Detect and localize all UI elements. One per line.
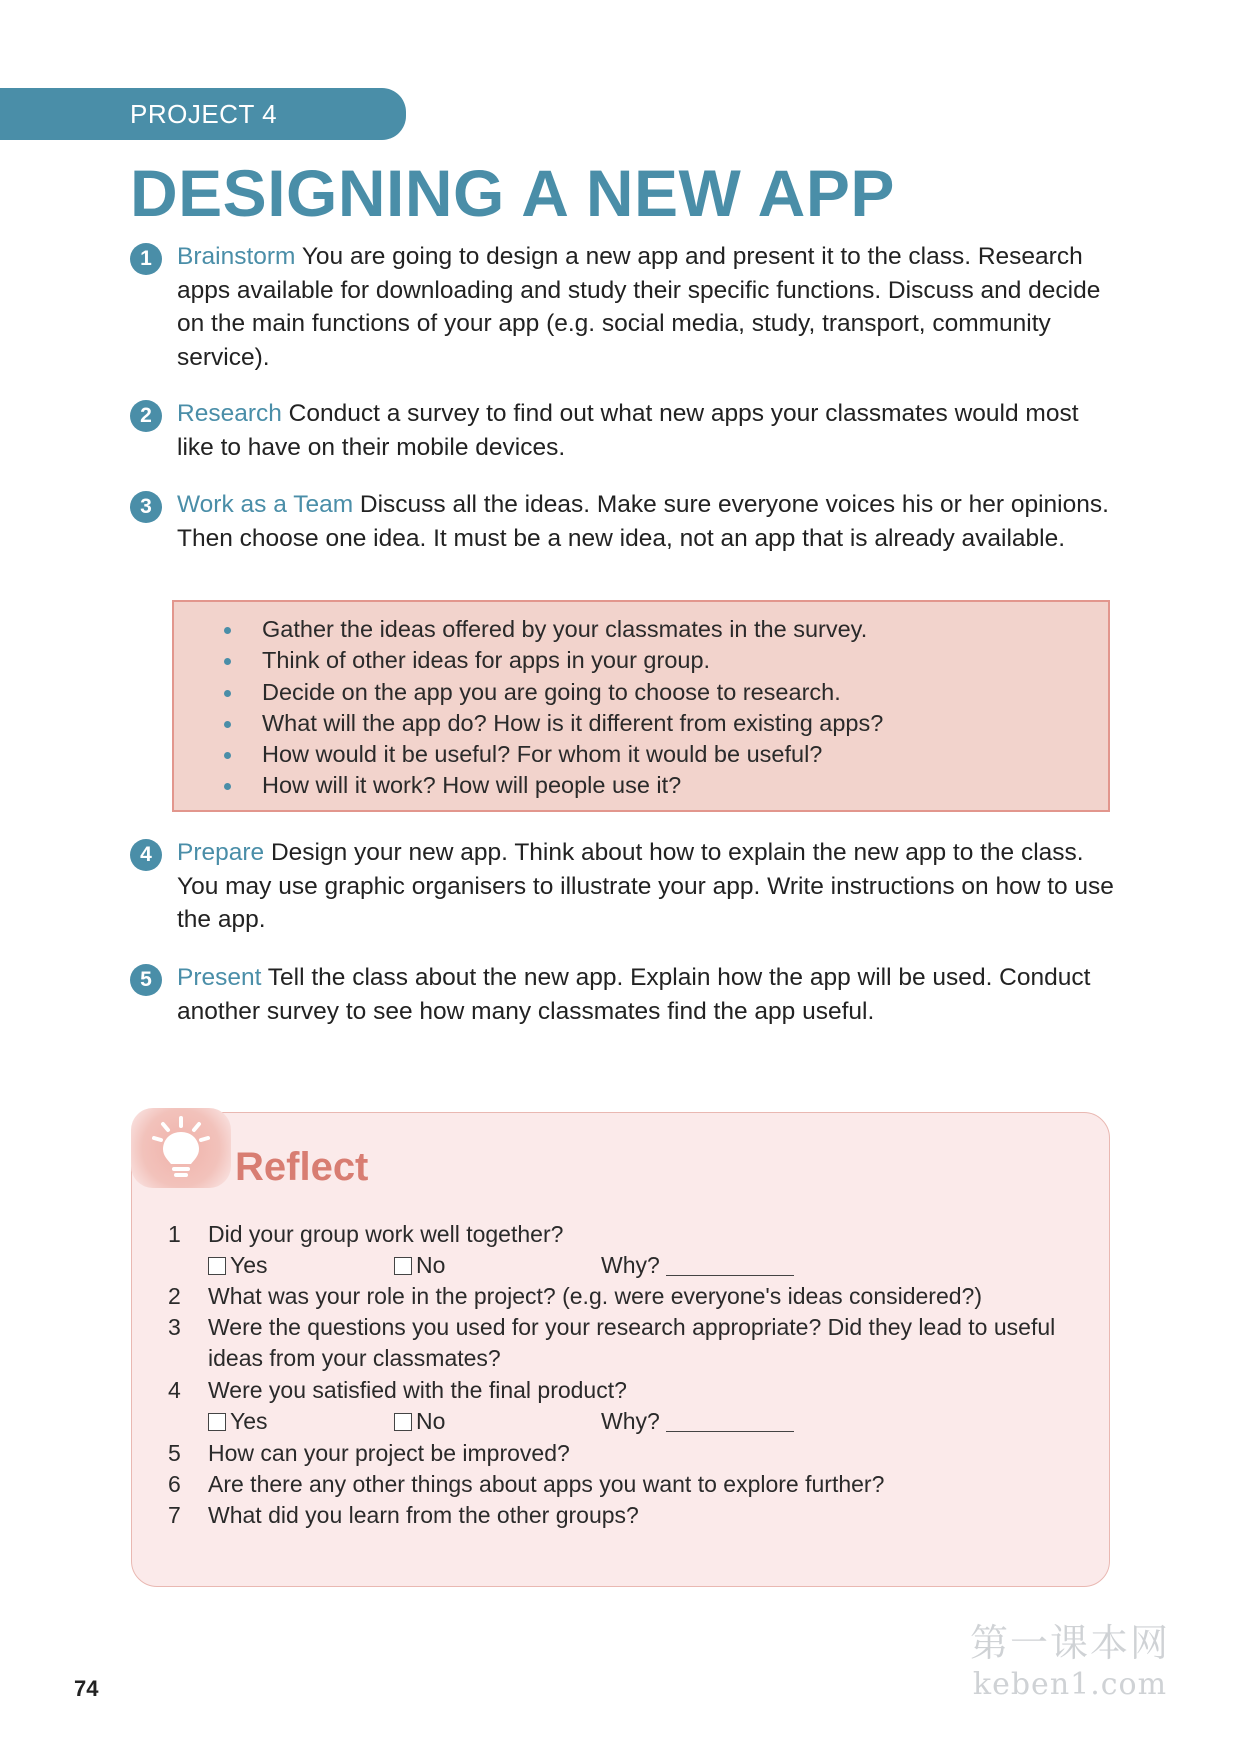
lightbulb-icon [131, 1108, 231, 1188]
bullet-icon [224, 627, 231, 634]
tips-list [224, 614, 1108, 802]
step-keyword: Work as a Team [177, 491, 354, 518]
watermark-url: keben1.com [972, 1667, 1168, 1702]
bullet-icon [224, 721, 231, 728]
tip-item: Gather the ideas offered by your classmates in the survey. [224, 614, 1108, 645]
project-banner [0, 88, 406, 140]
step-work-as-team [130, 488, 1120, 555]
tip-item: What will the app do? How is it different from existing apps? [224, 708, 1108, 739]
no-option[interactable]: No [394, 1407, 445, 1435]
step-brainstorm [130, 240, 1120, 374]
tip-item: Decide on the app you are going to choose to research. [224, 677, 1108, 708]
step-text: Tell the class about the new app. Explain how the app will be used. Conduct another survey to see how many classmates find the app useful. [177, 964, 1091, 1025]
bullet-icon [224, 783, 231, 790]
bullet-icon [224, 690, 231, 697]
bullet-icon [224, 752, 231, 759]
answer-line[interactable] [666, 1254, 794, 1276]
step-text: Conduct a survey to find out what new apps your classmates would most like to have on their mobile devices. [177, 400, 1079, 461]
no-option[interactable]: No [394, 1251, 445, 1279]
page-number: 74 [74, 1676, 99, 1701]
step-text: Discuss all the ideas. Make sure everyone voices his or her opinions. Then choose one idea. It must be a new idea, not an app that is already available. [177, 491, 1109, 552]
step-prepare [130, 836, 1120, 937]
tips-box [172, 600, 1110, 812]
tip-item: How would it be useful? For whom it would be useful? [224, 739, 1108, 770]
tip-item: Think of other ideas for apps in your group. [224, 645, 1108, 676]
bullet-icon [224, 658, 231, 665]
watermark [970, 1620, 1170, 1704]
step-keyword: Research [177, 400, 282, 427]
reflect-title: Reflect [235, 1145, 369, 1189]
checkbox[interactable] [394, 1257, 412, 1275]
checkbox[interactable] [208, 1413, 226, 1431]
step-keyword: Prepare [177, 839, 265, 866]
why-field[interactable]: Why? [601, 1407, 794, 1435]
step-text: You are going to design a new app and present it to the class. Research apps available for downloading and study their specific functions. Discuss and decide on the main functions of your app (e.g. social media, study, transport, community service). [177, 243, 1101, 371]
page-title: DESIGNING A NEW APP [130, 156, 895, 230]
step-keyword: Brainstorm [177, 243, 296, 270]
why-field[interactable]: Why? [601, 1251, 794, 1279]
project-label: PROJECT 4 [130, 99, 278, 129]
step-keyword: Present [177, 964, 262, 991]
tip-item: How will it work? How will people use it? [224, 770, 1108, 801]
step-number-badge: 3 [130, 491, 162, 523]
watermark-text: 第一课本网 [970, 1621, 1171, 1665]
step-number-badge: 2 [130, 400, 162, 432]
answer-line[interactable] [666, 1410, 794, 1432]
step-number-badge: 1 [130, 243, 162, 275]
step-text: Design your new app. Think about how to explain the new app to the class. You may use graphic organisers to illustrate your app. Write instructions on how to use the app. [177, 839, 1114, 933]
step-present [130, 961, 1120, 1028]
yes-option[interactable]: Yes [208, 1407, 268, 1435]
checkbox[interactable] [208, 1257, 226, 1275]
checkbox[interactable] [394, 1413, 412, 1431]
yes-option[interactable]: Yes [208, 1251, 268, 1279]
step-number-badge: 5 [130, 964, 162, 996]
step-number-badge: 4 [130, 839, 162, 871]
step-research [130, 397, 1120, 464]
